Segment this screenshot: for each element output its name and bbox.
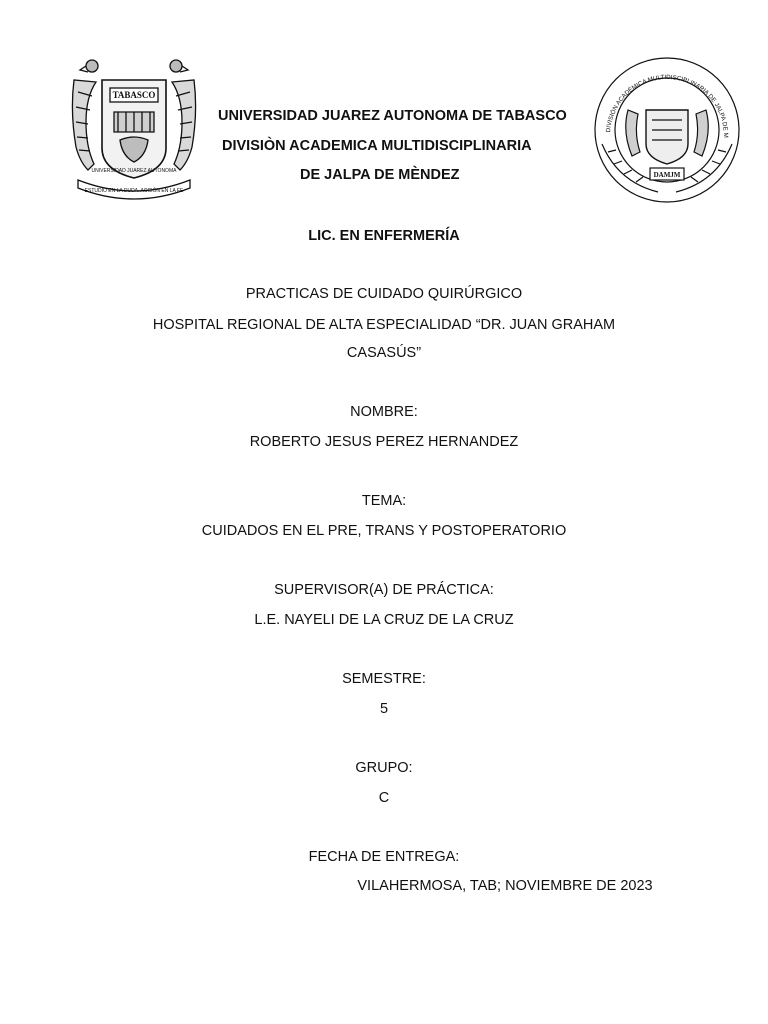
division-circular-seal-icon xyxy=(588,52,746,204)
hospital-name-line1: HOSPITAL REGIONAL DE ALTA ESPECIALIDAD “DR. JUAN GRAHAM xyxy=(152,317,616,333)
division-location: DE JALPA DE MÈNDEZ xyxy=(300,167,460,183)
topic-value: CUIDADOS EN EL PRE, TRANS Y POSTOPERATORIO xyxy=(201,523,567,539)
semester-label: SEMESTRE: xyxy=(342,671,426,687)
name-label: NOMBRE: xyxy=(350,404,418,420)
university-logo xyxy=(66,52,202,202)
supervisor-label: SUPERVISOR(A) DE PRÁCTICA: xyxy=(274,582,494,598)
university-shield-eagle-seal-icon xyxy=(66,52,202,202)
svg-text:UNIVERSIDAD JUAREZ AUTONOMA: UNIVERSIDAD JUAREZ AUTONOMA xyxy=(91,168,177,174)
division-name: DIVISIÒN ACADEMICA MULTIDISCIPLINARIA xyxy=(222,138,532,154)
division-logo xyxy=(588,52,746,204)
practice-title: PRACTICAS DE CUIDADO QUIRÚRGICO xyxy=(245,286,523,302)
svg-text:DIVISIÓN ACADÉMICA MULTIDISCIP: DIVISIÓN ACADÉMICA MULTIDISCIPLINARIA DE JALPA DE M xyxy=(605,73,730,138)
topic-label: TEMA: xyxy=(361,493,407,509)
student-name: ROBERTO JESUS PEREZ HERNANDEZ xyxy=(249,434,519,450)
university-name: UNIVERSIDAD JUAREZ AUTONOMA DE TABASCO xyxy=(218,108,567,124)
svg-text:ESTUDIO EN LA DUDA. ACCIÓN EN: ESTUDIO EN LA DUDA. ACCIÓN EN LA FE xyxy=(84,188,184,194)
svg-text:TABASCO: TABASCO xyxy=(112,90,156,100)
group-label: GRUPO: xyxy=(355,760,413,776)
hospital-name-line2: CASASÚS” xyxy=(346,345,422,361)
delivery-date-label: FECHA DE ENTREGA: xyxy=(308,849,460,865)
delivery-place-date: VILAHERMOSA, TAB; NOVIEMBRE DE 2023 xyxy=(357,878,653,894)
svg-text:DAMJM: DAMJM xyxy=(653,171,681,179)
supervisor-name: L.E. NAYELI DE LA CRUZ DE LA CRUZ xyxy=(254,612,514,628)
semester-value: 5 xyxy=(379,701,389,717)
career-title: LIC. EN ENFERMERÍA xyxy=(308,228,460,244)
group-value: C xyxy=(378,790,390,806)
